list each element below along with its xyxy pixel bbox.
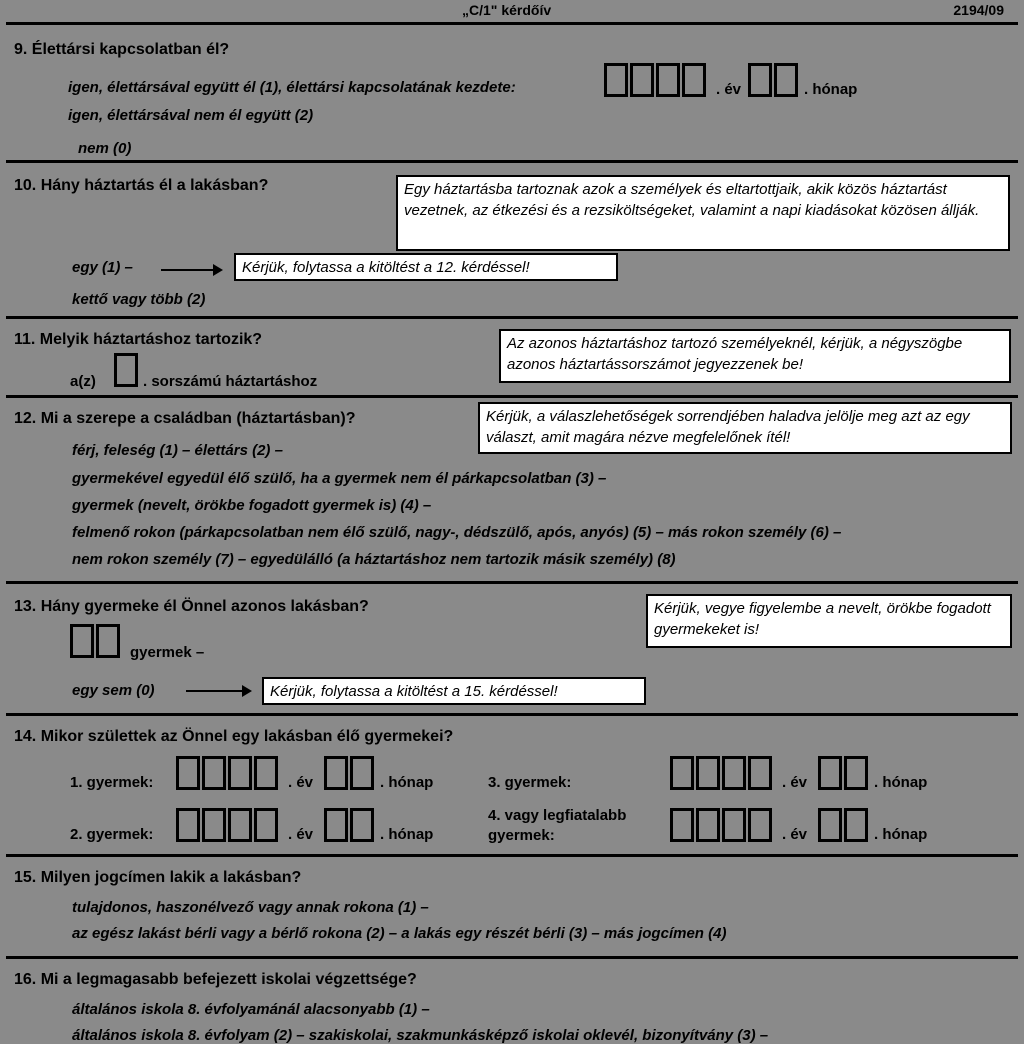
option-line[interactable]: gyermekével egyedül élő szülő, ha a gyermek nem él párkapcsolatban (3) – — [72, 470, 607, 487]
option-line[interactable]: gyermek (nevelt, örökbe fogadott gyermek is) (4) – — [72, 497, 432, 514]
arrow-icon — [186, 690, 250, 692]
month-label: . hónap — [380, 826, 434, 843]
option-1[interactable]: egy (1) – — [72, 259, 133, 276]
year-boxes[interactable] — [604, 63, 708, 97]
household-prefix: a(z) — [70, 373, 96, 390]
month-label: . hónap — [874, 774, 928, 791]
question-title: 11. Melyik háztartáshoz tartozik? — [14, 331, 263, 348]
question-10 — [6, 160, 1018, 318]
year-label: . év — [782, 774, 808, 791]
skip-note: Kérjük, folytassa a kitöltést a 15. kérdéssel! — [262, 677, 646, 705]
option-2[interactable]: kettő vagy több (2) — [72, 291, 206, 308]
child-unit: gyermek – — [130, 644, 205, 661]
question-title: 12. Mi a szerepe a családban (háztartásban)? — [14, 410, 356, 427]
child-3-year-boxes[interactable] — [670, 756, 774, 790]
option-2[interactable]: igen, élettársával nem él együtt (2) — [68, 107, 314, 124]
info-note: Egy háztartásba tartoznak azok a személyek és eltartottjaik, akik közös háztartást vezetnek, az étkezési és a rezsiköltségeket, valamint a napi kiadásokat közösen állják. — [396, 175, 1010, 251]
child-count-boxes[interactable] — [70, 624, 122, 658]
year-label: . év — [288, 774, 314, 791]
info-note: Kérjük, vegye figyelembe a nevelt, örökbe fogadott gyermekeket is! — [646, 594, 1012, 648]
question-12 — [6, 395, 1018, 583]
question-13 — [6, 581, 1018, 714]
form-header — [0, 0, 1024, 22]
info-note: Az azonos háztartáshoz tartozó személyeknél, kérjük, a négyszögbe azonos háztartássorszámot jegyezzenek be! — [499, 329, 1011, 383]
form-title: „C/1" kérdőív — [462, 2, 552, 18]
question-title: 15. Milyen jogcímen lakik a lakásban? — [14, 869, 302, 886]
question-title: 13. Hány gyermeke él Önnel azonos lakásban? — [14, 598, 369, 615]
question-14 — [6, 713, 1018, 857]
month-label: . hónap — [874, 826, 928, 843]
question-title: 9. Élettársi kapcsolatban él? — [14, 41, 230, 58]
option-line[interactable]: felmenő rokon (párkapcsolatban nem élő szülő, nagy-, dédszülő, após, anyós) (5) – más rokon személy (6) – — [72, 524, 842, 541]
month-label: . hónap — [804, 81, 858, 98]
option-line[interactable]: az egész lakást bérli vagy a bérlő rokona (2) – a lakás egy részét bérli (3) – más jogcímen (4) — [72, 925, 727, 942]
option-line[interactable]: férj, feleség (1) – élettárs (2) – — [72, 442, 283, 459]
year-label: . év — [782, 826, 808, 843]
child-2-month-boxes[interactable] — [324, 808, 376, 842]
child-4-label: 4. vagy legfiatalabb gyermek: — [488, 807, 627, 844]
month-label: . hónap — [380, 774, 434, 791]
option-1[interactable]: igen, élettársával együtt él (1), élettársi kapcsolatának kezdete: — [68, 79, 516, 96]
month-boxes[interactable] — [748, 63, 800, 97]
option-line[interactable]: általános iskola 8. évfolyam (2) – szakiskolai, szakmunkásképző iskolai oklevél, bizonyítvány (3) – — [72, 1027, 769, 1044]
option-3[interactable]: nem (0) — [78, 140, 132, 157]
form-code: 2194/09 — [953, 2, 1004, 18]
child-1-year-boxes[interactable] — [176, 756, 280, 790]
household-number-box[interactable] — [114, 353, 140, 387]
question-title: 10. Hány háztartás él a lakásban? — [14, 177, 269, 194]
child-3-label: 3. gyermek: — [488, 774, 572, 791]
question-16 — [6, 956, 1018, 1042]
child-4-month-boxes[interactable] — [818, 808, 870, 842]
year-label: . év — [716, 81, 742, 98]
arrow-icon — [161, 269, 221, 271]
child-2-year-boxes[interactable] — [176, 808, 280, 842]
question-15 — [6, 854, 1018, 958]
question-9 — [6, 22, 1018, 162]
question-title: 16. Mi a legmagasabb befejezett iskolai végzettsége? — [14, 971, 417, 988]
child-1-month-boxes[interactable] — [324, 756, 376, 790]
info-note: Kérjük, a válaszlehetőségek sorrendjében haladva jelölje meg azt az egy választ, amit magára nézve megfelelőnek ítél! — [478, 402, 1012, 454]
child-4-year-boxes[interactable] — [670, 808, 774, 842]
option-line[interactable]: általános iskola 8. évfolyamánál alacsonyabb (1) – — [72, 1001, 430, 1018]
child-2-label: 2. gyermek: — [70, 826, 154, 843]
option-none[interactable]: egy sem (0) — [72, 682, 155, 699]
option-line[interactable]: tulajdonos, haszonélvező vagy annak rokona (1) – — [72, 899, 429, 916]
option-line[interactable]: nem rokon személy (7) – egyedülálló (a háztartáshoz nem tartozik másik személy) (8) — [72, 551, 676, 568]
skip-note: Kérjük, folytassa a kitöltést a 12. kérdéssel! — [234, 253, 618, 281]
question-title: 14. Mikor születtek az Önnel egy lakásban élő gyermekei? — [14, 728, 454, 745]
child-1-label: 1. gyermek: — [70, 774, 154, 791]
child-3-month-boxes[interactable] — [818, 756, 870, 790]
year-label: . év — [288, 826, 314, 843]
household-suffix: . sorszámú háztartáshoz — [143, 373, 318, 390]
question-11 — [6, 316, 1018, 400]
